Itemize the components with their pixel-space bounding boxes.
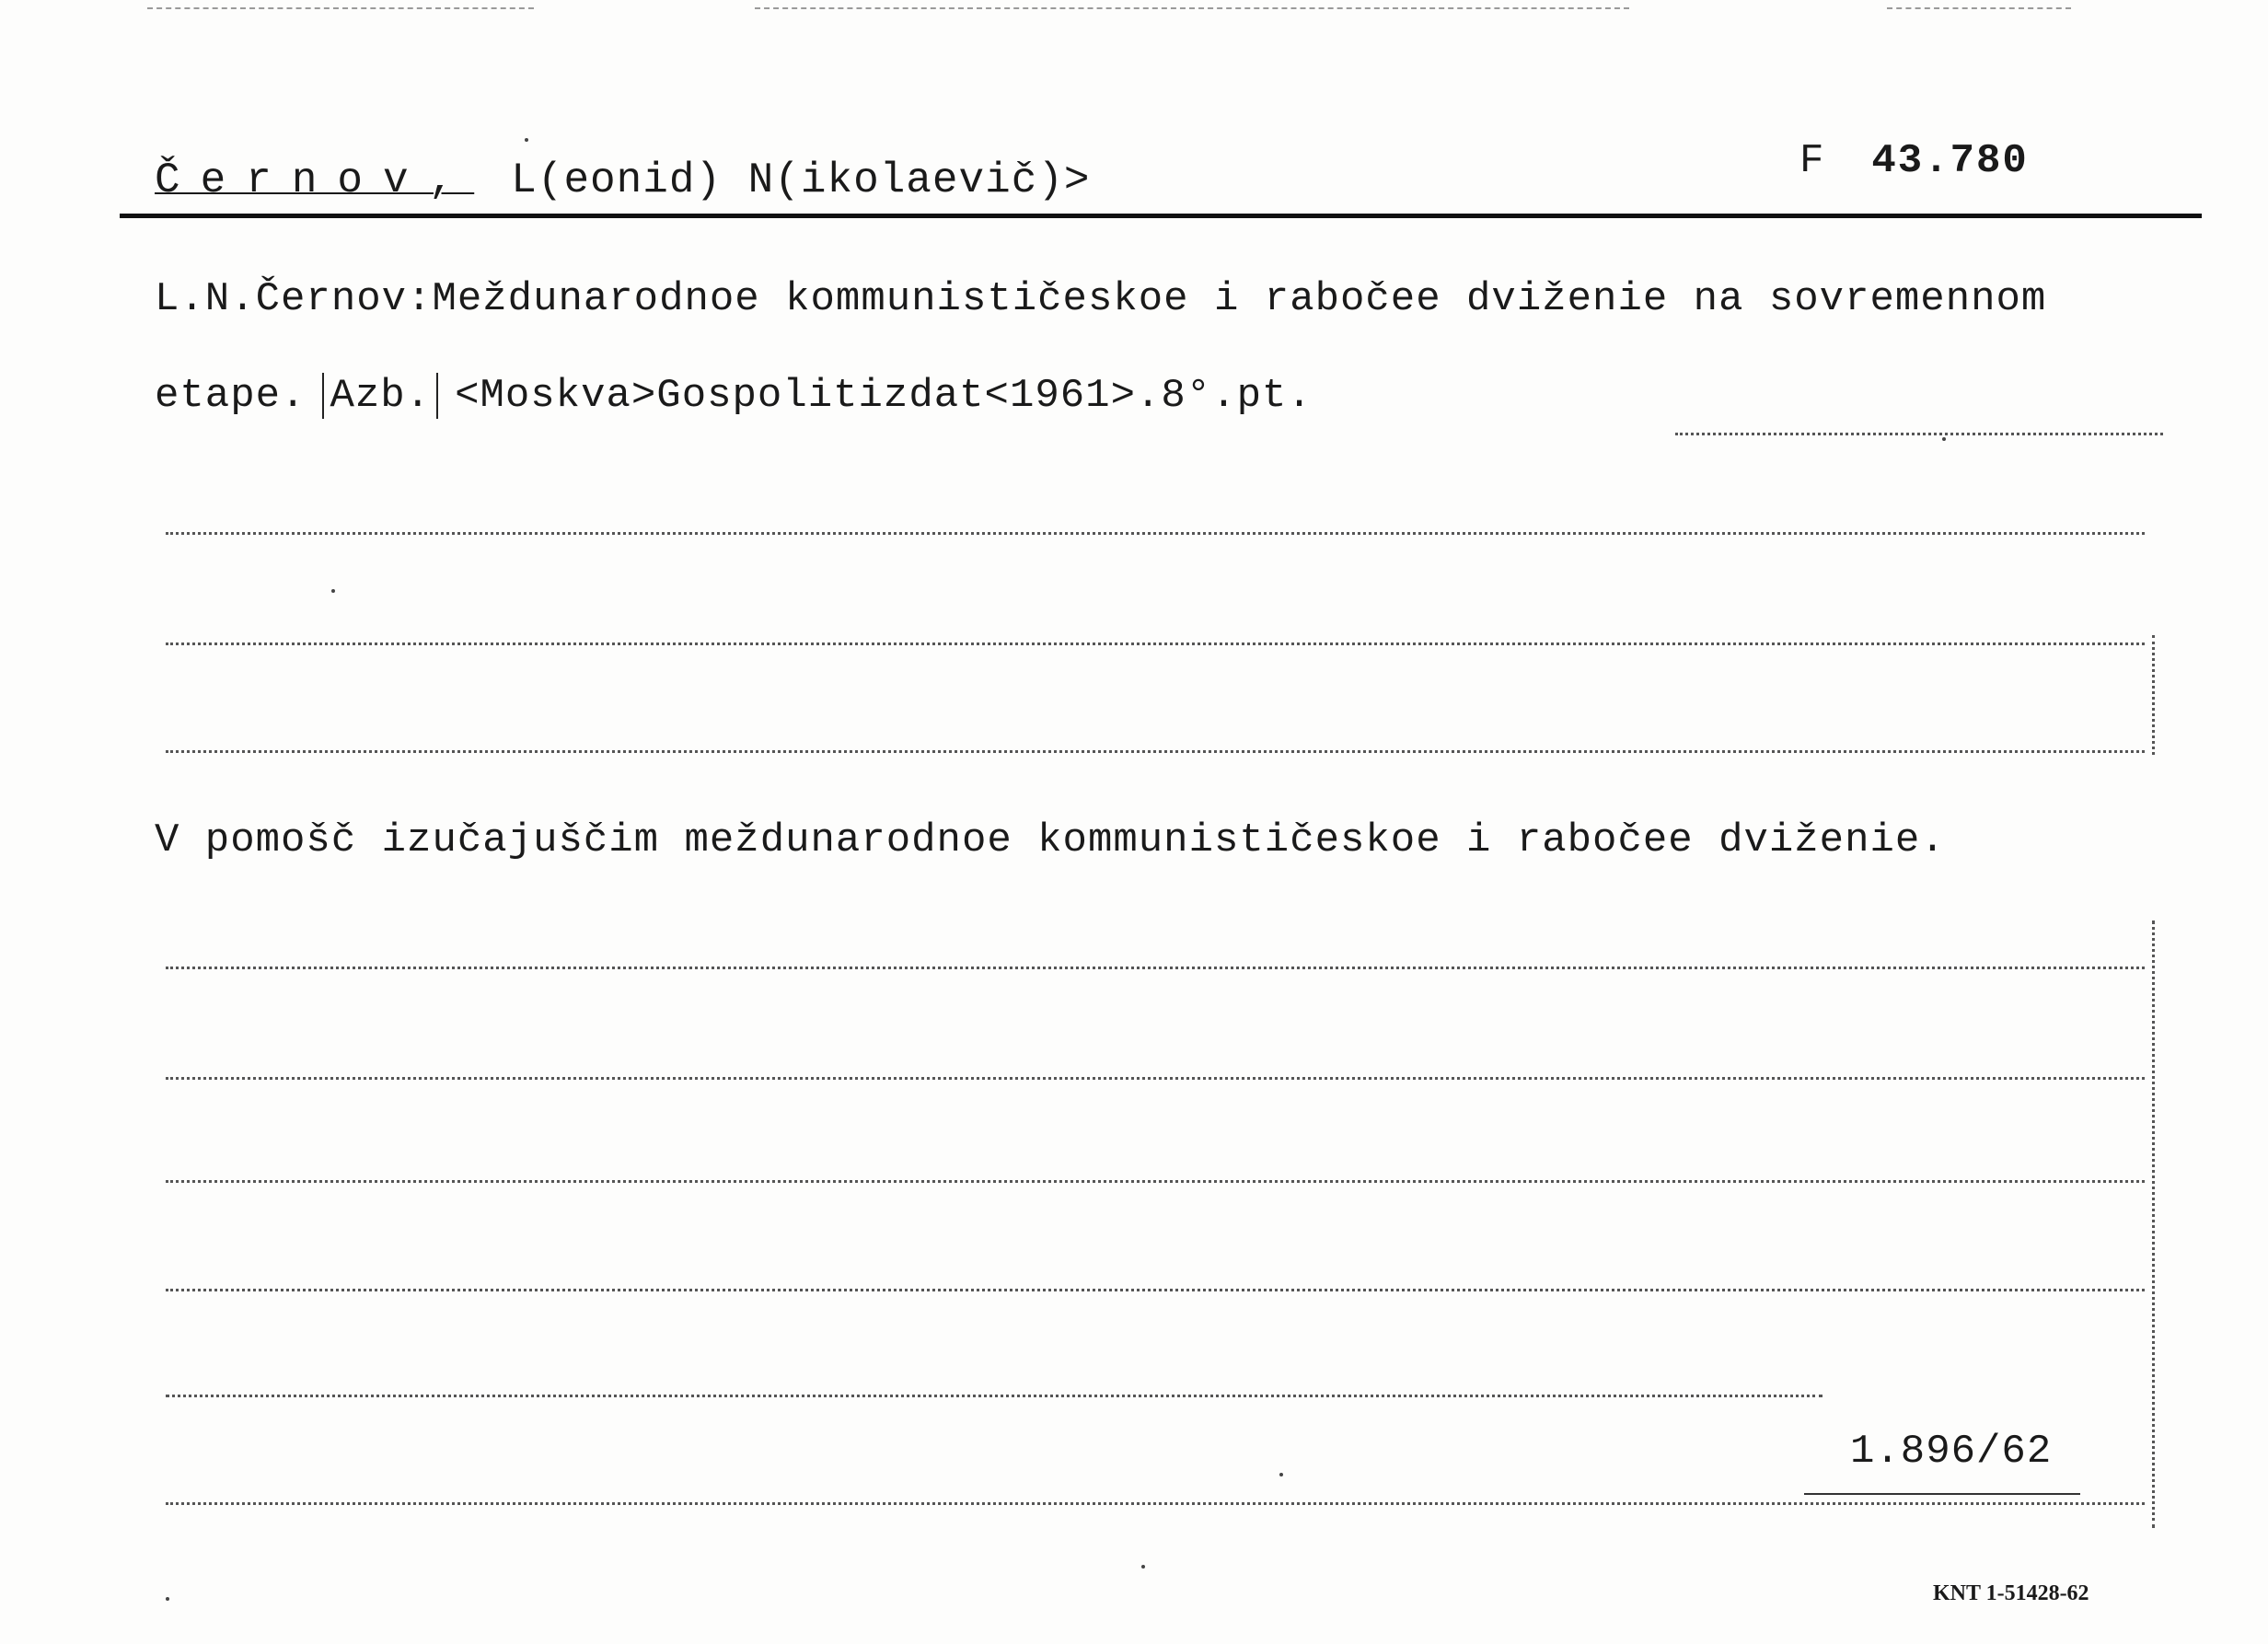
dotted-row (166, 1502, 2145, 1505)
author-given-names: L(eonid) N(ikolaevič)> (511, 156, 1091, 204)
top-rule (147, 7, 534, 9)
dotted-row (166, 532, 2145, 535)
speck (1141, 1565, 1145, 1569)
author-heading (155, 156, 1091, 204)
speck (166, 1597, 169, 1601)
dotted-row (166, 1077, 2145, 1080)
call-number-prefix: F (1799, 138, 1826, 184)
title-line-2-start: etape. (155, 373, 307, 419)
heading-rule (120, 214, 2202, 218)
speck (525, 138, 528, 142)
top-rule (755, 7, 1629, 9)
imprint: <Moskva>Gospolitizdat<1961>.8°.pt. (455, 373, 1313, 419)
script-note: Azb. (322, 373, 438, 419)
dotted-row (166, 643, 2145, 645)
author-surname: Černov, (155, 156, 475, 204)
call-number-value: 43.780 (1871, 138, 2029, 184)
title-line-1: L.N.Černov:Meždunarodnoe kommunističeskoe i rabočee dviženie na sovremennom (155, 276, 2047, 322)
margin-mark (2152, 635, 2160, 755)
dotted-row (166, 967, 2145, 969)
top-rule (1887, 7, 2071, 9)
speck (331, 589, 335, 593)
dotted-row (166, 1395, 1822, 1397)
accession-number: 1.896/62 (1850, 1429, 2053, 1475)
accession-underline (1804, 1493, 2080, 1495)
margin-mark (2152, 920, 2160, 1528)
dotted-row (166, 1289, 2145, 1291)
title-line-2 (155, 373, 1313, 419)
call-number (1799, 138, 2029, 184)
dotted-row (166, 750, 2145, 753)
series-note: V pomošč izučajuščim meždunarodnoe kommunističeskoe i rabočee dviženie. (155, 817, 1946, 863)
dotted-row (166, 1180, 2145, 1183)
dotted-row (1675, 433, 2163, 435)
speck (1942, 437, 1946, 441)
print-code: KNT 1-51428-62 (1933, 1581, 2089, 1605)
speck (1279, 1473, 1283, 1476)
